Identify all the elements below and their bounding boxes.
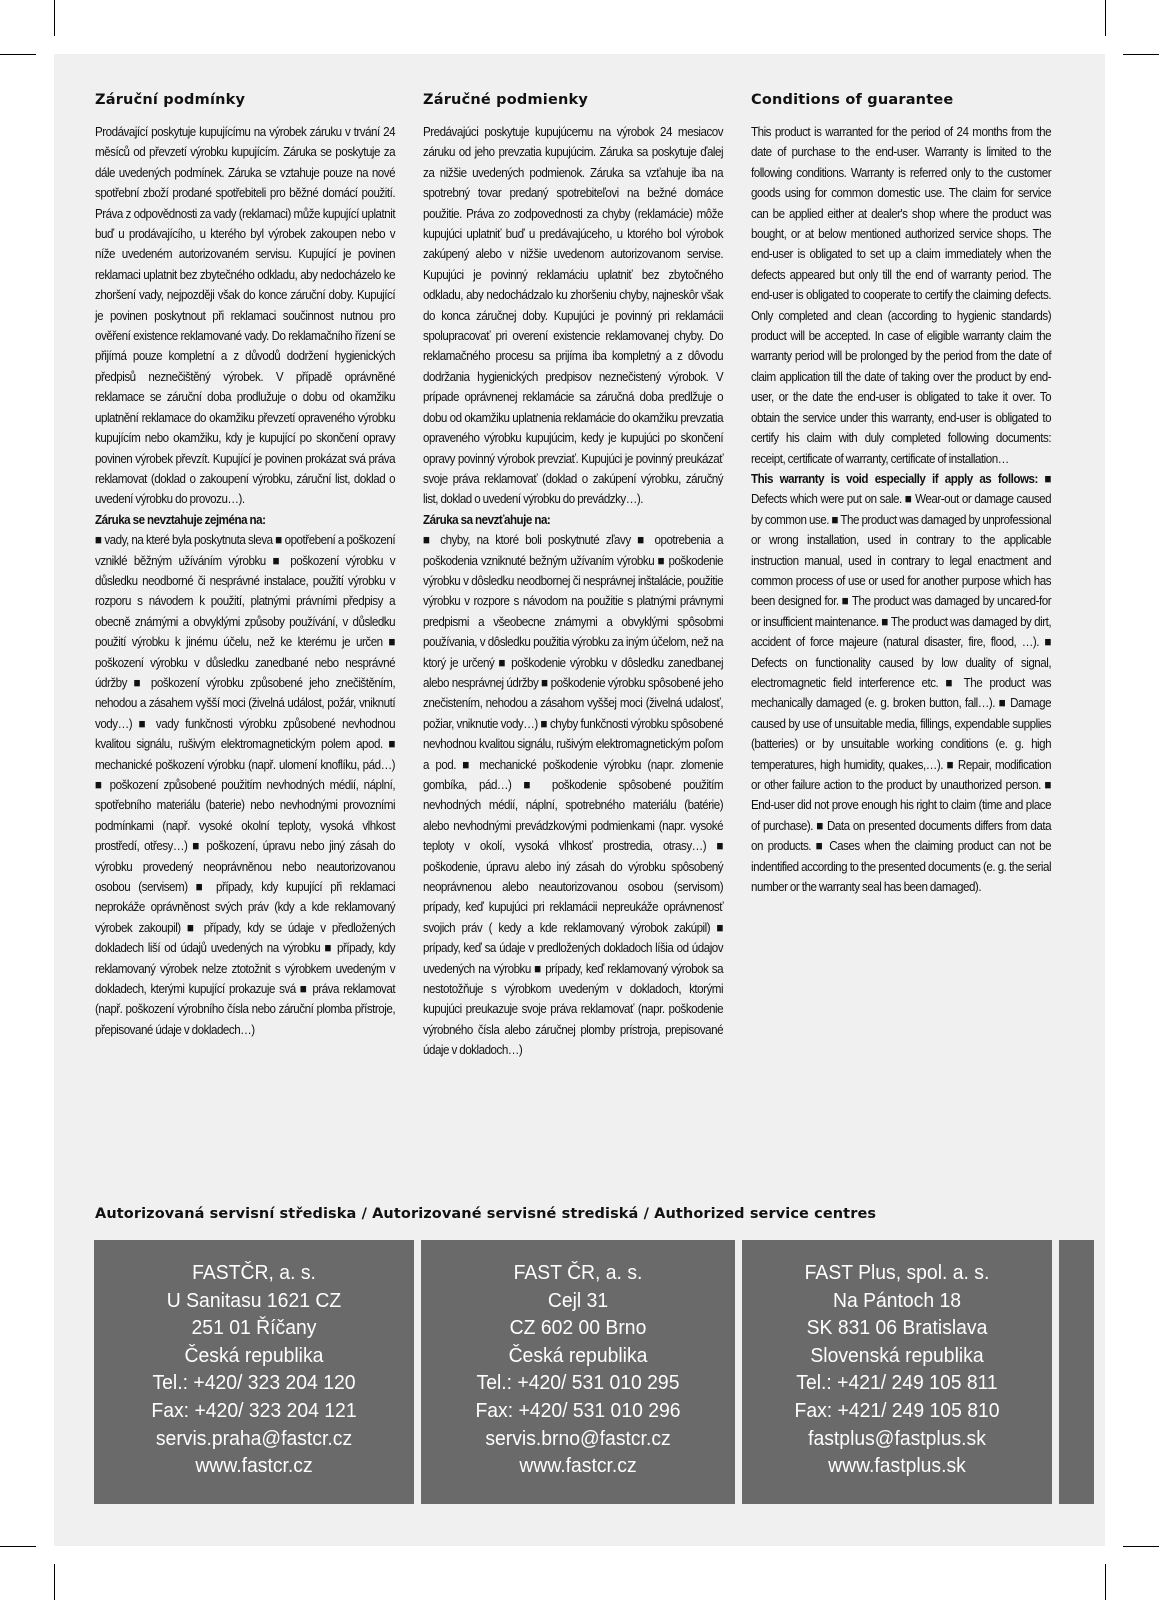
void-label: This warranty is void especially if apply as follows: [751, 470, 1038, 486]
city-address: CZ 602 00 Brno [509, 1317, 647, 1340]
column-heading: Záručné podmienky [423, 92, 589, 108]
email-address: servis.brno@fastcr.cz [485, 1427, 671, 1450]
service-centre-card [742, 1240, 1052, 1504]
email-address: fastplus@fastplus.sk [808, 1427, 986, 1450]
crop-mark [54, 0, 55, 36]
service-centres [94, 1240, 1094, 1504]
city-address: SK 831 06 Bratislava [806, 1317, 988, 1340]
crop-mark [0, 54, 36, 55]
void-list: ■ Defects which were put on sale. ■ Wear-out or damage caused by common use. ■ The product was damaged by unprofessional or wrong installation, used in contrary to the applicable instruction manual, used in contrary to legal enactment and common process of use or used for another purpose which has been designed for. ■ The product was damaged by uncared-for or insufficient maintenance. ■ The product was damaged by dirt, accident of force majeure (natural disaster, fire, flood, …). ■ Defects on functionality caused by low duality of signal, electromagnetic field interference etc. ■ The product was mechanically damaged (e. g. broken button, fall…). ■ Damage caused by use of unsuitable media, fillings, expendable supplies (batteries) or by unsuitable working conditions (e. g. high temperatures, high humidity, quakes,…). ■ Repair, modification or other failure action to the product by unauthorized person. ■ End-user did not prove enough his right to claim (time and place of purchase). ■ Data on presented documents differs from data on products. ■ Cases when the claiming product can not be indentified according to the presented documents (e. g. the serial number or the warranty seal has been damaged). [751, 470, 1052, 895]
website: www.fastplus.sk [828, 1455, 966, 1478]
service-centres-title: Autorizovaná servisní střediska / Autorizované servisné strediská / Authorized service centres [95, 1206, 877, 1222]
service-centre-card [94, 1240, 414, 1504]
phone-number: Tel.: +420/ 531 010 295 [476, 1372, 680, 1395]
fax-number: Fax: +420/ 531 010 296 [475, 1399, 681, 1422]
column-heading: Záruční podmínky [95, 92, 246, 108]
country: Česká republika [184, 1344, 324, 1367]
crop-mark [1105, 1564, 1106, 1600]
country: Slovenská republika [810, 1344, 984, 1367]
warranty-column-slovak [423, 92, 723, 1061]
street-address: Cejl 31 [547, 1289, 609, 1312]
crop-mark [1123, 54, 1159, 55]
warranty-column-czech [95, 92, 395, 1040]
street-address: U Sanitasu 1621 CZ [166, 1289, 342, 1312]
column-body [95, 122, 395, 1040]
company-name: FAST ČR, a. s. [513, 1262, 643, 1284]
exclusions-heading: Záruka sa nevzťahuje na: [423, 511, 551, 527]
service-centre-card [421, 1240, 735, 1504]
crop-mark [1123, 1546, 1159, 1547]
service-centre-card-edge [1059, 1240, 1094, 1504]
exclusions-list: ■ vady, na které byla poskytnuta sleva ■ opotřebení a poškození vzniklé běžným užíváním výrobku ■ poškození výrobku v důsledku neodborné či nesprávné instalace, použití výrobku v rozporu s návodem k použití, platnými právními předpisy a obecně známými a obvyklými způsoby používání, v důsledku použití výrobku k jinému účelu, než ke kterému je určen ■ poškození výrobku v důsledku zanedbané nebo nesprávné údržby ■ poškození výrobku způsobené jeho znečištěním, nehodou a zásahem vyšší moci (živelná událost, požár, vniknutí vody…) ■ vady funkčnosti výrobku způsobené nevhodnou kvalitou signálu, rušivým elektromagnetickým polem apod. ■ mechanické poškození výrobku (např. ulomení knoflíku, pád…) ■ poškození způsobené použitím nevhodných médií, náplní, spotřebního materiálu (baterie) nebo nevhodnými provozními podmínkami (např. vysoké okolní teploty, vysoká vlhkost prostředí, otřesy…) ■ poškození, úpravu nebo jiný zásah do výrobku provedený neoprávněnou nebo neautorizovanou osobou (servisem) ■ případy, kdy kupující při reklamaci neprokáže oprávněnost svých práv (kdy a kde reklamovaný výrobek zakoupil) ■ případy, kdy se údaje v předložených dokladech liší od údajů uvedených na výrobku ■ případy, kdy reklamovaný výrobek nelze ztotožnit s výrobkem uvedeným v dokladech, kterými kupující prokazuje svá ■ práva reklamovat (např. poškození výrobního čísla nebo záruční plomba přístroje, přepisované údaje v dokladech…) [95, 532, 396, 1037]
phone-number: Tel.: +420/ 323 204 120 [152, 1372, 356, 1395]
fax-number: Fax: +421/ 249 105 810 [794, 1399, 1000, 1422]
street-address: Na Pántoch 18 [832, 1289, 962, 1312]
website: www.fastcr.cz [519, 1455, 637, 1478]
phone-number: Tel.: +421/ 249 105 811 [796, 1372, 998, 1395]
crop-mark [1105, 0, 1106, 36]
company-name: FAST Plus, spol. a. s. [804, 1262, 990, 1284]
country: Česká republika [508, 1344, 648, 1367]
warranty-paragraph: This product is warranted for the period of 24 months from the date of purchase to the end-user. Warranty is limited to the following conditions. Warranty is referred only to the customer goods using for common domestic use. The claim for service can be applied either at dealer's shop where the product was bought, or at below mentioned authorized service shops. The end-user is obligated to set up a claim immediately when the defects appeared but only till the end of warranty period. The end-user is obligated to cooperate to certify the claiming defects. Only completed and clean (according to hygienic standards) product will be accepted. In case of eligible warranty claim the warranty period will be prolonged by the period from the date of claim application till the date of taking over the product by end-user, or the date the end-user is obligated to take it over. To obtain the service under this warranty, end-user is obligated to certify his claim with duly completed following documents: receipt, certificate of warranty, certificate of installation… [751, 124, 1052, 466]
crop-mark [0, 1546, 36, 1547]
city-address: 251 01 Říčany [191, 1317, 317, 1340]
company-name: FASTČR, a. s. [192, 1262, 316, 1284]
website: www.fastcr.cz [195, 1455, 313, 1478]
column-body [751, 122, 1051, 897]
fax-number: Fax: +420/ 323 204 121 [151, 1399, 357, 1422]
warranty-paragraph: Prodávající poskytuje kupujícímu na výrobek záruku v trvání 24 měsíců od převzetí výrobku kupujícím. Záruka se poskytuje za dále uvedených podmínek. Záruka se vztahuje pouze na nové spotřební zboží prodané spotřebiteli pro běžné domácí použití. Práva z odpovědnosti za vady (reklamaci) může kupující uplatnit buď u prodávajícího, u kterého byl výrobek zakoupen nebo v níže uvedeném autorizovaném servisu. Kupující je povinen reklamaci uplatnit bez zbytečného odkladu, aby nedocházelo ke zhoršení vady, nejpozději však do konce záruční doby. Kupující je povinen poskytnout při reklamaci součinnost nutnou pro ověření existence reklamované vady. Do reklamačního řízení se přijímá pouze kompletní a z důvodů dodržení hygienických předpisů neznečištěný výrobek. V případě oprávněné reklamace se záruční doba prodlužuje o dobu od okamžiku uplatnění reklamace do okamžiku převzetí opraveného výrobku kupujícím nebo okamžiku, kdy je kupující po skončení opravy povinen výrobek převzít. Kupující je povinen prokázat svá práva reklamovat (doklad o zakoupení výrobku, záruční list, doklad o uvedení výrobku do provozu…). [95, 124, 396, 507]
void-paragraph [751, 469, 1051, 898]
email-address: servis.praha@fastcr.cz [155, 1427, 353, 1450]
exclusions-list: ■ chyby, na ktoré boli poskytnuté zľavy ■ opotrebenia a poškodenia vzniknuté bežným užívaním výrobku ■ poškodenie výrobku v dôsledku neodbornej či nesprávnej inštalácie, použitie výrobku v rozpore s návodom na použitie s platnými právnymi predpismi a všeobecne známymi a obvyklými spôsobmi používania, v dôsledku použitia výrobku za iným účelom, než na ktorý je určený ■ poškodenie výrobku v dôsledku zanedbanej alebo nesprávnej údržby ■ poškodenie výrobku spôsobené jeho znečistením, nehodou a zásahom vyššej moci (živelná udalosť, požiar, vniknutie vody…) ■ chyby funkčnosti výrobku spôsobené nevhodnou kvalitou signálu, rušivým elektromagnetickým poľom a pod. ■ mechanické poškodenie výrobku (napr. zlomenie gombíka, pád…) ■ poškodenie spôsobené použitím nevhodných médií, náplní, spotrebného materiálu (batérie) alebo nevhodnými prevádzkovými podmienkami (napr. vysoké teploty v okolí, vysoká vlhkosť prostredia, otrasy…) ■ poškodenie, úpravu alebo iný zásah do výrobku spôsobený neoprávnenou alebo neautorizovanou osobou (servisom) prípady, keď kupujúci pri reklamácii nepreukáže oprávnenosť svojich práv ( kedy a kde reklamovaný výrobok zakúpil) ■ prípady, keď sa údaje v predložených dokladoch líšia od údajov uvedených na výrobku ■ prípady, keď reklamovaný výrobok sa nestotožňuje s výrobkom uvedeným v dokladoch, ktorými kupujúci preukazuje svoje práva reklamovať (napr. poškodenie výrobného čísla alebo záručnej plomby prístroja, prepisované údaje v dokladoch…) [423, 532, 724, 1058]
column-heading: Conditions of guarantee [751, 92, 954, 108]
crop-mark [54, 1564, 55, 1600]
warranty-column-english [751, 92, 1051, 897]
warranty-paragraph: Predávajúci poskytuje kupujúcemu na výrobok 24 mesiacov záruku od jeho prevzatia kupujúcim. Záruka sa poskytuje ďalej za nižšie uvedených podmienok. Záruka sa vzťahuje iba na spotrebný tovar predaný spotrebiteľovi na bežné domáce použitie. Práva zo zodpovednosti za chyby (reklamácie) môže kupujúci uplatniť buď u predávajúceho, u ktorého bol výrobok zakúpený alebo v nižšie uvedenom autorizovanom servise. Kupujúci je povinný reklamáciu uplatniť bez zbytočného odkladu, aby nedochádzalo ku zhoršeniu chyby, najneskôr však do konca záručnej doby. Kupujúci je povinný pri reklamácii spolupracovať pri overení existencie reklamovanej chyby. Do reklamačného procesu sa prijíma iba kompletný a z dôvodu dodržania hygienických predpisov neznečistený výrobok. V prípade oprávnenej reklamácie sa záručná doba predlžuje o dobu od okamžiku uplatnenia reklamácie do okamžiku prevzatia opraveného výrobku kupujúcim, kedy je kupujúci po skončení opravy povinný výrobok prevziať. Kupujúci je povinný preukázať svoje práva reklamovať (doklad o zakúpení výrobku, záručný list, doklad o uvedení výrobku do prevádzky…). [423, 124, 724, 507]
column-body [423, 122, 723, 1061]
exclusions-heading: Záruka se nevztahuje zejména na: [95, 511, 266, 527]
